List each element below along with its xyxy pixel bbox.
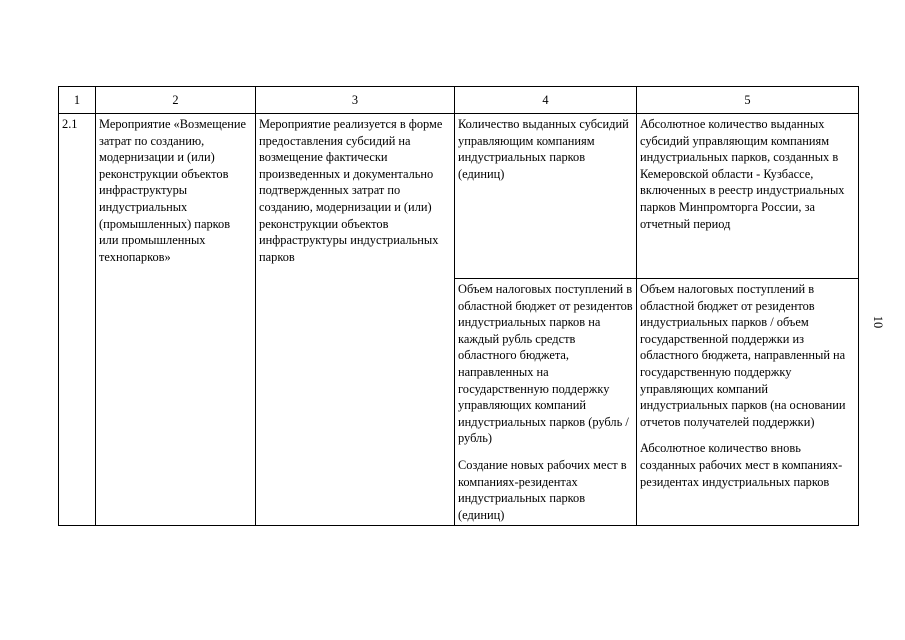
column-header: 5 [637,87,859,114]
event-name-text: Мероприятие «Возмещение затрат по созданию, модернизации и (или) реконструкции объектов инфраструктуры индустриальных (промышленных) парков или промышленных технопарков» [99,117,247,264]
indicator-gap [458,447,633,457]
indicator-method-cell [637,279,859,526]
indicator-method-cell [637,114,859,279]
table-row [59,114,859,279]
indicator-name-cell [455,114,637,279]
event-description-text: Мероприятие реализуется в форме предоставления субсидий на возмещение фактически произведенных и документально подтвержденных затрат по созданию, модернизации и (или) реконструкции объектов инфраструктуры индустриальных парков [259,117,443,264]
column-header: 3 [256,87,455,114]
indicator-name-text: Количество выданных субсидий управляющим компаниям индустриальных парков (единиц) [458,117,629,181]
event-name-cell [96,114,256,526]
column-header: 1 [59,87,96,114]
column-header: 2 [96,87,256,114]
table-header-row [59,87,859,114]
indicator-gap [640,430,855,440]
indicator-method-text: Абсолютное количество выданных субсидий управляющим компаниям индустриальных парков, созданных в Кемеровской области - Кузбассе, включенных в реестр индустриальных парков Минпромторга России, за отчетный период [640,117,845,231]
indicator-method-text: Объем налоговых поступлений в областной бюджет от резидентов индустриальных парков / объем государственной поддержки из областного бюджета, направленный на государственную поддержку управляющих компаний индустриальных парков (на основании отчетов получателей поддержки) [640,282,846,429]
event-description-cell [256,114,455,526]
indicator-name-text: Объем налоговых поступлений в областной бюджет от резидентов индустриальных парков на каждый рубль средств областного бюджета, направленных на государственную поддержку управляющих компаний индустриальных парков (рубль / рубль) [458,282,633,446]
page-number: 10 [871,315,885,329]
column-header: 4 [455,87,637,114]
indicator-name-cell [455,279,637,526]
indicator-method-text: Абсолютное количество вновь созданных рабочих мест в компаниях-резидентах индустриальных парков [640,441,843,489]
activities-table [58,86,859,526]
row-number-cell: 2.1 [59,114,96,526]
indicator-name-text: Создание новых рабочих мест в компаниях-резидентах индустриальных парков (единиц) [458,457,627,522]
